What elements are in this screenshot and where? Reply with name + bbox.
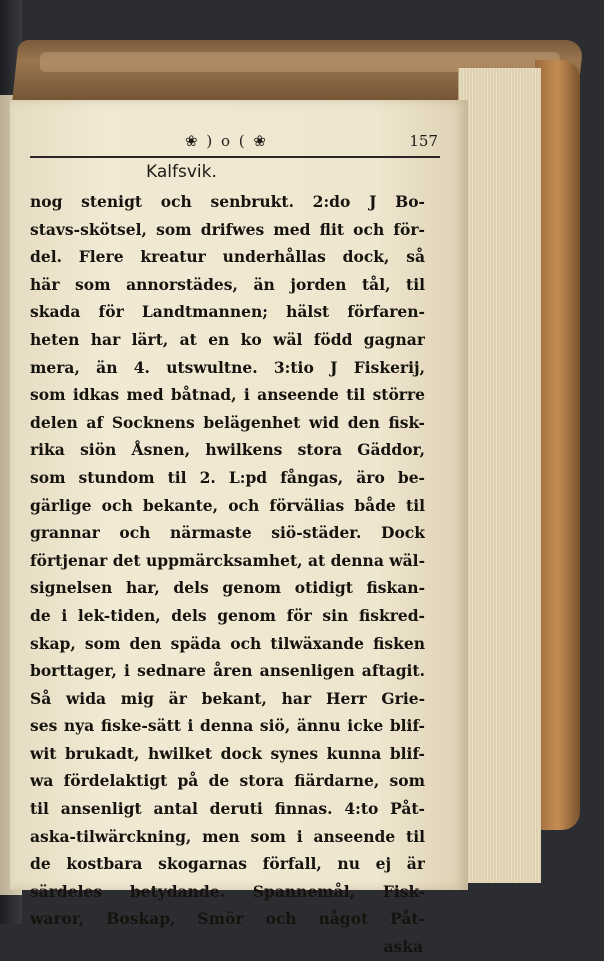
text-line: heten har lärt, at en ko wäl född gagnar bbox=[30, 329, 425, 349]
text-line: gärlige och bekante, och förvälias både til bbox=[30, 495, 425, 515]
running-head: Kalfsvik. bbox=[146, 162, 217, 182]
body-text bbox=[30, 188, 425, 961]
page-edges bbox=[458, 68, 541, 883]
text-line: mera, än 4. utswultne. 3:tio J Fiskerij, bbox=[30, 357, 425, 377]
text-line: skap, som den späda och tilwäxande fisken bbox=[30, 633, 425, 653]
text-line: til ansenligt antal deruti finnas. 4:to Påt- bbox=[30, 799, 425, 819]
text-line: signelsen har, dels genom otidigt fiskan- bbox=[30, 578, 425, 598]
text-line: nog stenigt och senbrukt. 2:do J Bo- bbox=[30, 192, 425, 211]
text-line: Så wida mig är bekant, har Herr Grie- bbox=[30, 688, 425, 708]
text-line: wit brukadt, hwilket dock synes kunna blif- bbox=[30, 743, 425, 763]
text-line: som stundom til 2. L:pd fångas, äro be- bbox=[30, 467, 425, 487]
text-line: som idkas med båtnad, i anseende til större bbox=[30, 385, 425, 405]
text-line: ses nya fiske-sätt i denna siö, ännu icke blif- bbox=[30, 716, 425, 736]
text-line: de i lek-tiden, dels genom för sin fiskred- bbox=[30, 605, 425, 625]
text-line: rika siön Åsnen, hwilkens stora Gäddor, bbox=[30, 440, 425, 460]
text-line: skada för Landtmannen; hälst förfaren- bbox=[30, 302, 425, 322]
page-number: 157 bbox=[409, 132, 438, 150]
text-line: borttager, i sednare åren ansenligen aftagit. bbox=[30, 661, 425, 681]
text-line: grannar och närmaste siö-städer. Dock bbox=[30, 523, 425, 543]
page-header bbox=[30, 134, 440, 158]
header-ornament: ❀ ) o ( ❀ bbox=[185, 132, 268, 150]
text-line: förtjenar det uppmärcksamhet, at denna wäl- bbox=[30, 550, 425, 570]
book-cover-right bbox=[535, 60, 580, 830]
book-page bbox=[10, 100, 468, 957]
catchword: aska bbox=[383, 937, 423, 957]
text-line: aska-tilwärckning, men som i anseende til bbox=[30, 826, 425, 846]
text-line: del. Flere kreatur underhållas dock, så bbox=[30, 247, 425, 267]
text-line: delen af Socknens belägenhet wid den fisk- bbox=[30, 412, 425, 432]
text-line: waror, Boskap, Smör och något Påt- bbox=[30, 909, 425, 929]
text-line: här som annorstädes, än jorden tål, til bbox=[30, 274, 425, 294]
text-line: särdeles betydande. Spannemål, Fisk- bbox=[30, 881, 425, 901]
text-line: stavs-skötsel, som drifwes med flit och för- bbox=[30, 219, 425, 239]
text-line: de kostbara skogarnas förfall, nu ej är bbox=[30, 854, 425, 874]
text-line: wa fördelaktigt på de stora fiärdarne, som bbox=[30, 771, 425, 791]
